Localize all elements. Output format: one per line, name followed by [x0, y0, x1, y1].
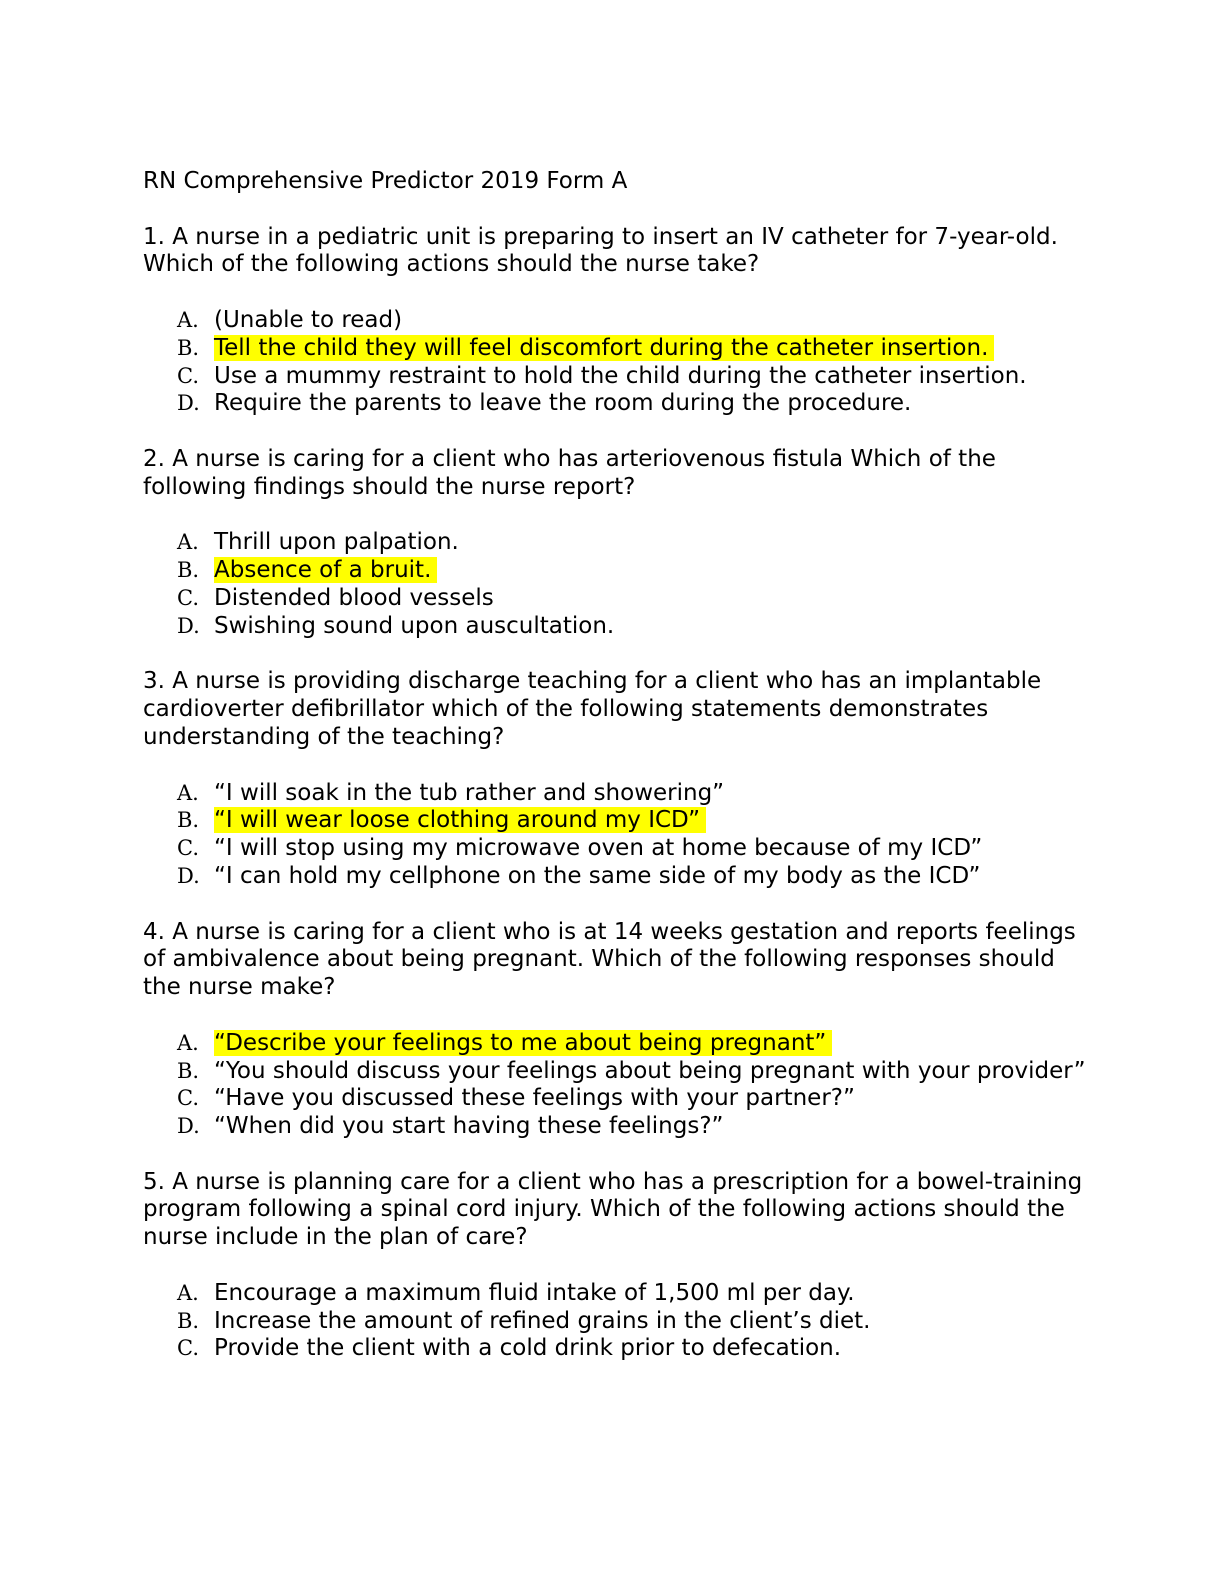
answer-option-d: [143, 1113, 1093, 1141]
question-stem: 2. A nurse is caring for a client who has arteriovenous fistula Which of the following findings should the nurse report?: [143, 445, 996, 500]
question-stem: 5. A nurse is planning care for a client who has a prescription for a bowel-training program following a spinal cord injury. Which of the following actions should the nurse include in the plan of care?: [143, 1168, 1083, 1251]
option-letter: C.: [177, 836, 199, 861]
option-letter: C.: [177, 1336, 199, 1361]
answer-option-c: [143, 363, 1093, 391]
answer-options: [143, 780, 1093, 891]
option-letter: A.: [177, 1030, 199, 1055]
question-2: [143, 446, 1093, 641]
option-letter: B.: [177, 335, 200, 360]
option-text: (Unable to read): [214, 306, 403, 333]
question-3: [143, 668, 1093, 890]
answer-options: [143, 529, 1093, 640]
highlighted-answer: Tell the child they will feel discomfort during the catheter insertion.: [214, 335, 994, 361]
answer-option-d: [143, 613, 1093, 641]
question-stem: 1. A nurse in a pediatric unit is preparing to insert an IV catheter for 7-year-old. Which of the following actions should the nurse take?: [143, 223, 1058, 278]
question-stem: 3. A nurse is providing discharge teaching for a client who has an implantable cardioverter defibrillator which of the following statements demonstrates understanding of the teaching?: [143, 668, 1042, 750]
answer-option-b: [143, 335, 1093, 363]
answer-option-c: [143, 835, 1093, 863]
option-letter: D.: [177, 613, 200, 638]
highlighted-answer: “I will wear loose clothing around my ICD”: [214, 807, 706, 833]
answer-option-a: [143, 780, 1093, 808]
answer-option-a: [143, 307, 1093, 335]
option-letter: D.: [177, 863, 200, 888]
document-page: [143, 168, 1093, 1391]
option-letter: A.: [177, 1280, 199, 1305]
option-letter: B.: [177, 558, 200, 583]
option-letter: C.: [177, 585, 199, 610]
answer-option-b: [143, 1308, 1093, 1336]
option-text: “You should discuss your feelings about being pregnant with your provider”: [214, 1057, 1086, 1084]
option-letter: C.: [177, 363, 199, 388]
option-text: Thrill upon palpation.: [214, 529, 459, 556]
option-letter: A.: [177, 780, 199, 805]
option-text: “I can hold my cellphone on the same side of my body as the ICD”: [214, 862, 981, 889]
option-letter: A.: [177, 530, 199, 555]
option-text: “When did you start having these feelings?”: [214, 1113, 724, 1140]
highlighted-answer: Absence of a bruit.: [214, 557, 437, 583]
option-text: Swishing sound upon auscultation.: [214, 612, 615, 639]
option-text: Provide the client with a cold drink prior to defecation.: [214, 1335, 842, 1362]
option-text: Use a mummy restraint to hold the child during the catheter insertion.: [214, 362, 1027, 389]
answer-option-a: [143, 1280, 1093, 1308]
answer-options: [143, 307, 1093, 418]
answer-options: [143, 1280, 1093, 1363]
highlighted-answer: “Describe your feelings to me about being pregnant”: [214, 1030, 832, 1056]
option-letter: C.: [177, 1086, 199, 1111]
answer-option-c: [143, 585, 1093, 613]
option-text: Increase the amount of refined grains in the client’s diet.: [214, 1307, 871, 1334]
option-text: “I will stop using my microwave oven at home because of my ICD”: [214, 835, 983, 862]
option-text: “I will soak in the tub rather and showering”: [214, 779, 725, 806]
option-text: Distended blood vessels: [214, 584, 494, 611]
option-letter: D.: [177, 391, 200, 416]
answer-options: [143, 1030, 1093, 1141]
option-letter: B.: [177, 808, 200, 833]
answer-option-b: [143, 807, 1093, 835]
question-4: [143, 919, 1093, 1141]
option-letter: B.: [177, 1058, 200, 1083]
answer-option-a: [143, 1030, 1093, 1058]
option-text: Require the parents to leave the room during the procedure.: [214, 390, 912, 417]
answer-option-b: [143, 557, 1093, 585]
answer-option-c: [143, 1335, 1093, 1363]
option-letter: D.: [177, 1114, 200, 1139]
answer-option-d: [143, 863, 1093, 891]
question-5: [143, 1169, 1093, 1364]
answer-option-d: [143, 390, 1093, 418]
option-letter: B.: [177, 1308, 200, 1333]
option-text: Encourage a maximum fluid intake of 1,500 ml per day.: [214, 1279, 855, 1306]
option-letter: A.: [177, 307, 199, 332]
answer-option-b: [143, 1058, 1093, 1086]
option-text: “Have you discussed these feelings with your partner?”: [214, 1085, 855, 1112]
document-title: RN Comprehensive Predictor 2019 Form A: [143, 168, 628, 194]
question-1: [143, 224, 1093, 419]
answer-option-a: [143, 529, 1093, 557]
question-stem: 4. A nurse is caring for a client who is at 14 weeks gestation and reports feelings of ambivalence about being pregnant. Which of the following responses should the nurse make?: [143, 918, 1076, 1001]
answer-option-c: [143, 1085, 1093, 1113]
